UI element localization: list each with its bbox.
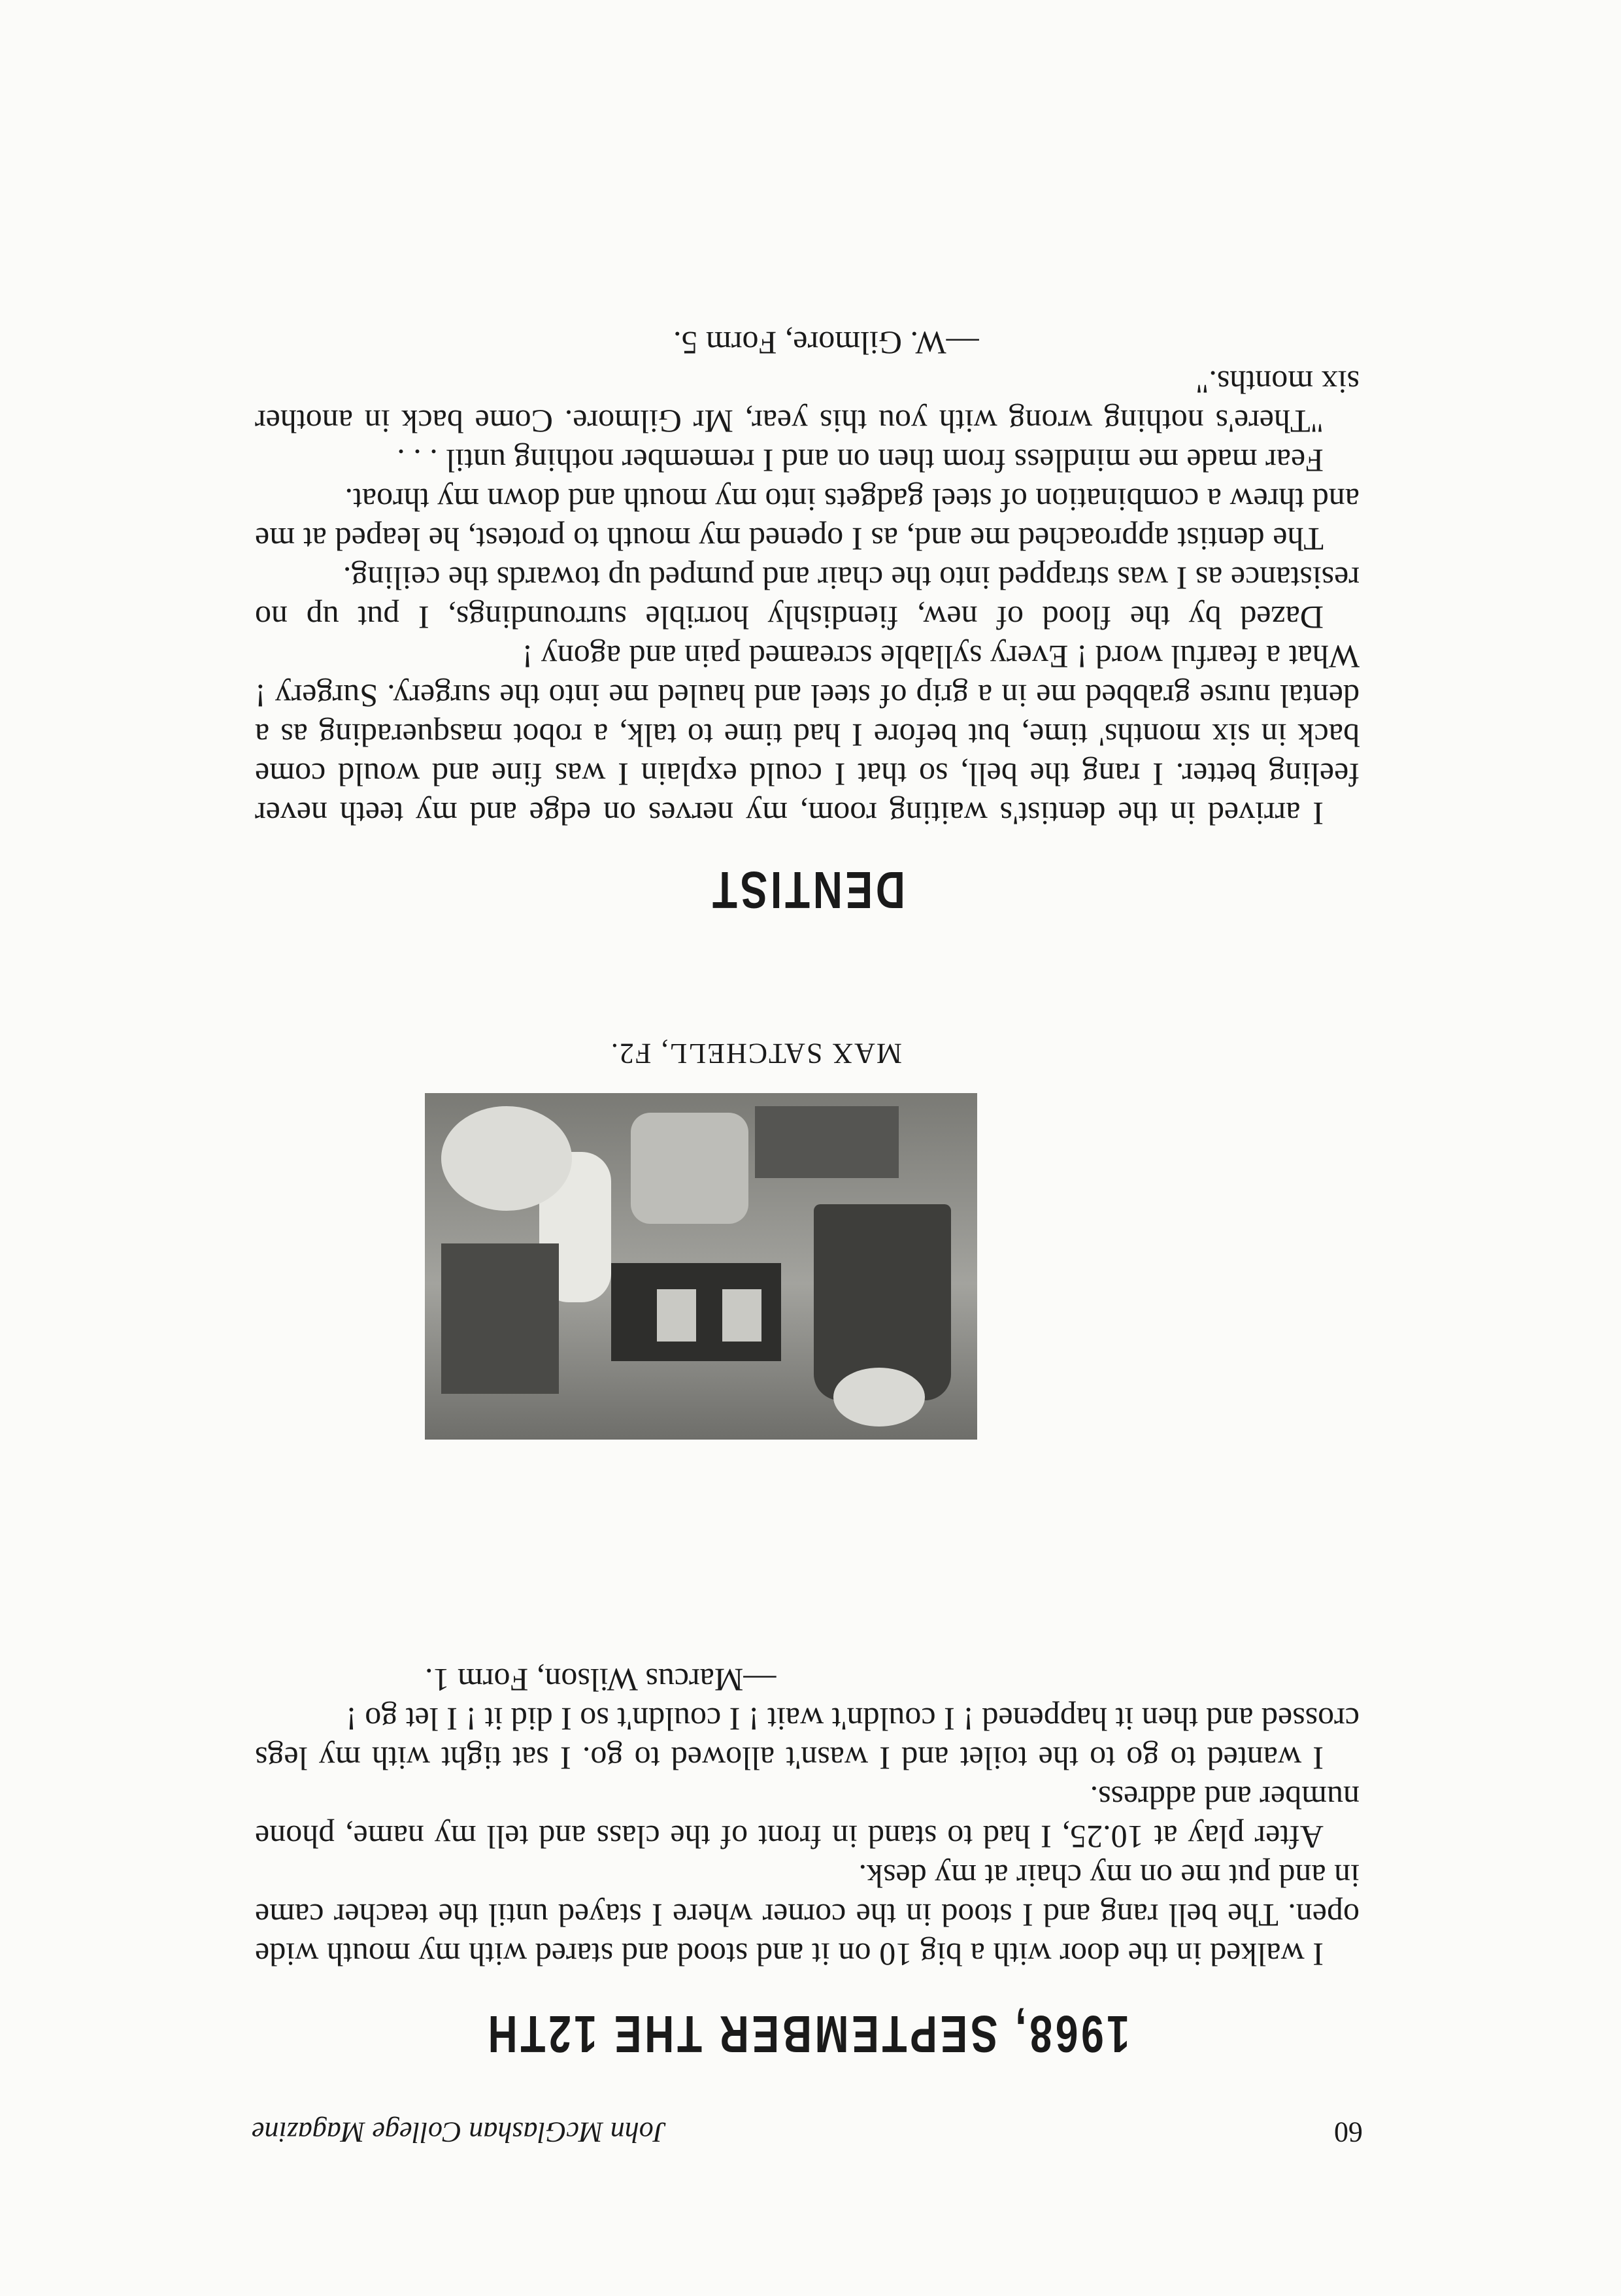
story-title: 1968, SEPTEMBER THE 12TH — [484, 2005, 1130, 2063]
running-head — [252, 2116, 1363, 2149]
artwork-photo — [425, 1093, 977, 1440]
paragraph: Dazed by the flood of new, fiendishly horrible surroundings, I put up no resistance as I was strapped into the chair and pumped up towards the ceiling. — [255, 560, 1360, 636]
paragraph: The dentist approached me and, as I opened my mouth to protest, he leaped at me and threw a combination of steel gadgets into my mouth and down my throat. — [255, 482, 1360, 558]
paragraph: After play at 10.25, I had to stand in front of the class and tell my name, phone number and address. — [255, 1780, 1360, 1855]
publication-title: John McGlashan College Magazine — [252, 2116, 667, 2148]
paragraph: I walked in the door with a big 10 on it and stood and stared with my mouth wide open. The bell rang and I stood in the corner where I stayed until the teacher came in and put me on my chair at my desk. — [255, 1858, 1360, 1973]
story-dentist — [255, 324, 1360, 920]
paragraph: "There's nothing wrong with you this year, Mr Gilmore. Come back in another six months." — [255, 364, 1360, 440]
paragraph: I wanted to go to the toilet and I wasn't allowed to go. I sat tight with my legs crossed and then it happened ! I couldn't wait ! I couldn't so I did it ! I let go ! — [255, 1701, 1360, 1777]
paragraph: Fear made me mindless from then on and I remember nothing until . . . — [397, 443, 1324, 479]
author-signature: —W. Gilmore, Form 5. — [673, 325, 979, 362]
story-title: DENTIST — [709, 861, 905, 919]
photo-caption: MAX SATCHELL, F2. — [609, 1038, 902, 1070]
page-number: 60 — [1334, 2116, 1363, 2148]
author-signature: —Marcus Wilson, Form 1. — [425, 1662, 777, 1698]
paragraph: I arrived in the dentist's waiting room, my nerves on edge and my teeth never feeling better. I rang the bell, so that I could explain I was fine and would come back in six months' time, but before I had time to talk, a robot masquerading as a dental nurse grabbed me in a grip of steel and hauled me into the surgery. Surgery ! What a fearful word ! Every syllable screamed pain and agony ! — [255, 639, 1360, 832]
story-september — [255, 1661, 1360, 2064]
